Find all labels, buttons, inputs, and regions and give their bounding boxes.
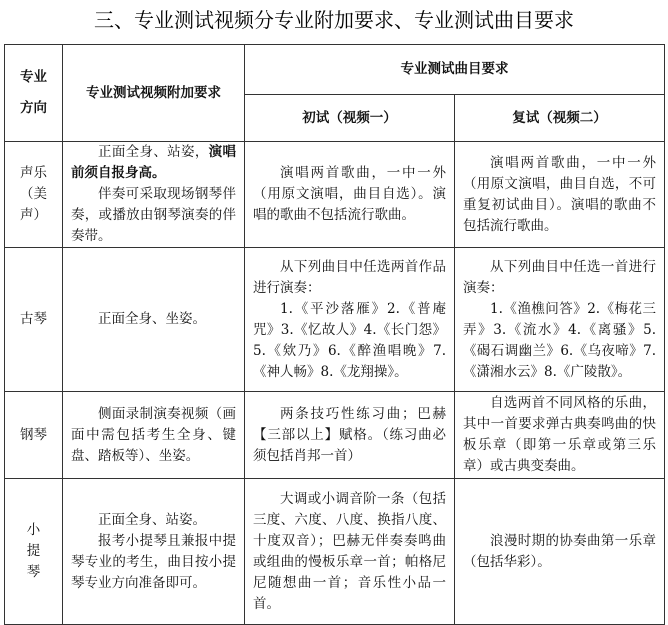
second-vocal-text: 演唱两首歌曲，一中一外（用原文演唱，曲目自选，不可重复初试曲目）。演唱的歌曲不包括流行歌曲。 — [463, 154, 656, 234]
second-guqin-intro: 从下列曲目中任选一首进行演奏： — [463, 258, 656, 296]
header-second-round: 复试（视频二） — [455, 95, 665, 142]
first-vocal — [245, 142, 455, 248]
second-piano — [455, 392, 665, 479]
second-guqin-list: 1.《渔樵问答》2.《梅花三弄》3.《流水》4.《离骚》5.《碣石调幽兰》6.《乌夜啼》7.《潇湘水云》8.《广陵散》。 — [463, 300, 656, 380]
extra-violin — [63, 479, 245, 625]
second-violin-text: 浪漫时期的协奏曲第一乐章（包括华彩）。 — [463, 532, 656, 570]
first-piano-text: 两条技巧性练习曲；巴赫【三部以上】赋格。（练习曲必须包括肖邦一首） — [253, 405, 446, 464]
requirements-table — [4, 44, 665, 625]
row-violin — [5, 479, 665, 625]
row-vocal — [5, 142, 665, 248]
first-violin — [245, 479, 455, 625]
first-guqin — [245, 248, 455, 392]
header-extra: 专业测试视频附加要求 — [63, 45, 245, 142]
extra-vocal — [63, 142, 245, 248]
first-guqin-intro: 从下列曲目中任选两首作品进行演奏： — [253, 258, 446, 296]
page-title: 三、专业测试视频分专业附加要求、专业测试曲目要求 — [94, 8, 574, 32]
first-guqin-list: 1.《平沙落雁》2.《普庵咒》3.《忆故人》4.《长门怨》5.《欸乃》6.《醉渔唱晚》7.《神人畅》8.《龙翔操》。 — [253, 300, 446, 380]
first-violin-text: 大调或小调音阶一条（包括三度、六度、八度、换指八度、十度双音）；巴赫无伴奏奏鸣曲或组曲的慢板乐章一首；帕格尼尼随想曲一首；音乐性小品一首。 — [253, 490, 446, 612]
row-guqin — [5, 248, 665, 392]
header-first-round: 初试（视频一） — [245, 95, 455, 142]
direction-violin-char2: 提 — [26, 543, 41, 559]
second-violin — [455, 479, 665, 625]
row-piano — [5, 392, 665, 479]
direction-vocal-line3: 声） — [20, 207, 47, 223]
extra-piano — [63, 392, 245, 479]
direction-violin-char1: 小 — [26, 522, 41, 538]
header-direction-line1: 专业 — [20, 69, 47, 85]
direction-vocal-line1: 声乐 — [20, 165, 47, 181]
direction-piano: 钢琴 — [5, 392, 63, 479]
extra-vocal-p1-bold: 演唱前须自报身高。 — [71, 144, 237, 181]
first-piano — [245, 392, 455, 479]
extra-vocal-p1: 正面全身、站姿， — [98, 144, 209, 160]
extra-guqin-text: 正面全身、坐姿。 — [98, 311, 206, 327]
extra-piano-text: 侧面录制演奏视频（画面中需包括考生全身、键盘、踏板等）、坐姿。 — [71, 405, 236, 464]
extra-violin-p2: 报考小提琴且兼报中提琴专业的考生，曲目按小提琴专业方向准备即可。 — [71, 532, 236, 591]
direction-guqin: 古琴 — [5, 248, 63, 392]
header-repertoire: 专业测试曲目要求 — [245, 45, 665, 95]
direction-violin — [5, 479, 63, 625]
second-piano-text: 自选两首不同风格的乐曲，其中一首要求弹古典奏鸣曲的快板乐章（即第一乐章或第三乐章）或古典变奏曲。 — [463, 395, 656, 474]
header-direction — [5, 45, 63, 142]
direction-vocal — [5, 142, 63, 248]
extra-guqin — [63, 248, 245, 392]
first-vocal-text: 演唱两首歌曲，一中一外（用原文演唱，曲目自选）。演唱的歌曲不包括流行歌曲。 — [253, 165, 446, 223]
header-direction-line2: 方向 — [20, 100, 47, 116]
extra-vocal-p2: 伴奏可采取现场钢琴伴奏，或播放由钢琴演奏的伴奏带。 — [71, 186, 236, 244]
extra-violin-p1: 正面全身、站姿。 — [98, 511, 206, 528]
direction-violin-char3: 琴 — [26, 564, 41, 580]
second-vocal — [455, 142, 665, 248]
second-guqin — [455, 248, 665, 392]
direction-vocal-line2: （美 — [20, 186, 47, 202]
